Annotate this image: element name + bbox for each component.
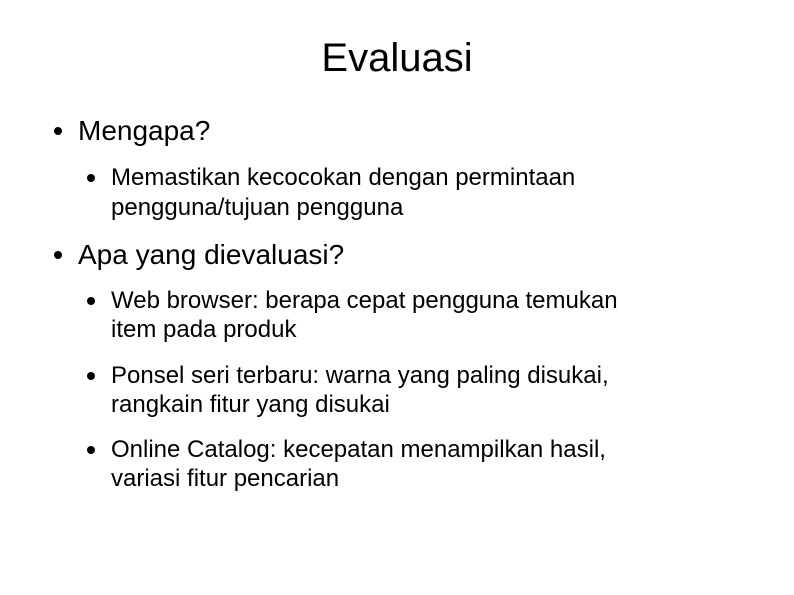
bullet-level2-text: Online Catalog: kecepatan menampilkan hasil, bbox=[111, 436, 606, 463]
bullet-level2-text: rangkain fitur yang disukai bbox=[111, 391, 390, 418]
bullet-level2-text: pengguna/tujuan pengguna bbox=[111, 194, 404, 221]
bullet-level2-text: Ponsel seri terbaru: warna yang paling disukai, bbox=[111, 362, 609, 389]
bullet-level2-text: variasi fitur pencarian bbox=[111, 465, 340, 492]
bullet-icon bbox=[54, 251, 62, 259]
bullet-icon bbox=[54, 127, 62, 135]
slide-title: Evaluasi bbox=[321, 36, 473, 80]
bullet-icon bbox=[87, 297, 95, 305]
bullet-level2-text: Web browser: berapa cepat pengguna temukan bbox=[111, 287, 618, 314]
bullet-level2-text: item pada produk bbox=[111, 316, 297, 343]
bullet-icon bbox=[87, 446, 95, 454]
bullet-level1-text: Apa yang dievaluasi? bbox=[78, 239, 345, 270]
bullet-level1-text: Mengapa? bbox=[78, 115, 211, 146]
bullet-icon bbox=[87, 372, 95, 380]
bullet-icon bbox=[87, 174, 95, 182]
bullet-level2-text: Memastikan kecocokan dengan permintaan bbox=[111, 164, 576, 191]
